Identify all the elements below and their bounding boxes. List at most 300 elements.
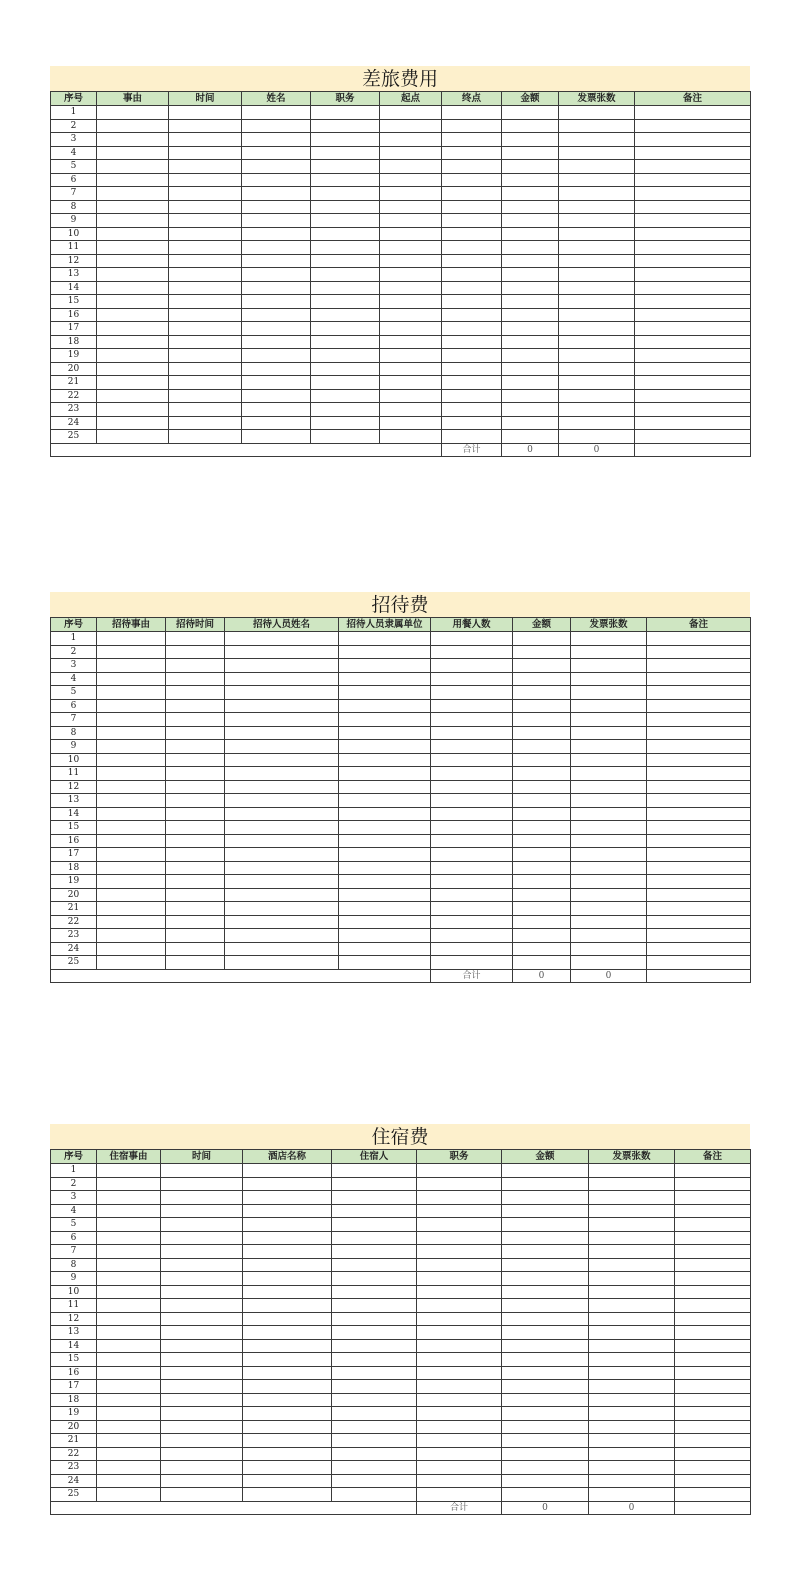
data-cell[interactable]: [166, 902, 225, 916]
data-cell[interactable]: [242, 308, 311, 322]
data-cell[interactable]: [675, 1231, 751, 1245]
data-cell[interactable]: [635, 119, 751, 133]
data-cell[interactable]: [635, 335, 751, 349]
data-cell[interactable]: [417, 1461, 502, 1475]
data-cell[interactable]: [97, 133, 169, 147]
data-cell[interactable]: [311, 146, 380, 160]
total-remark-cell[interactable]: [647, 969, 751, 983]
data-cell[interactable]: [161, 1380, 243, 1394]
data-cell[interactable]: [97, 848, 166, 862]
data-cell[interactable]: [166, 915, 225, 929]
data-cell[interactable]: [589, 1218, 675, 1232]
data-cell[interactable]: [161, 1272, 243, 1286]
data-cell[interactable]: [166, 645, 225, 659]
data-cell[interactable]: [417, 1285, 502, 1299]
data-cell[interactable]: [559, 200, 635, 214]
data-cell[interactable]: [571, 632, 647, 646]
data-cell[interactable]: [243, 1191, 332, 1205]
data-cell[interactable]: [161, 1191, 243, 1205]
data-cell[interactable]: [161, 1312, 243, 1326]
data-cell[interactable]: [571, 794, 647, 808]
data-cell[interactable]: [513, 929, 571, 943]
data-cell[interactable]: [431, 848, 513, 862]
data-cell[interactable]: [431, 875, 513, 889]
data-cell[interactable]: [97, 1434, 161, 1448]
data-cell[interactable]: [589, 1434, 675, 1448]
data-cell[interactable]: [169, 376, 242, 390]
data-cell[interactable]: [242, 349, 311, 363]
data-cell[interactable]: [225, 861, 339, 875]
data-cell[interactable]: [339, 780, 431, 794]
data-cell[interactable]: [97, 1191, 161, 1205]
data-cell[interactable]: [97, 322, 169, 336]
data-cell[interactable]: [502, 1326, 589, 1340]
data-cell[interactable]: [431, 645, 513, 659]
data-cell[interactable]: [647, 780, 751, 794]
data-cell[interactable]: [243, 1353, 332, 1367]
data-cell[interactable]: [513, 956, 571, 970]
total-blank-cell[interactable]: [51, 969, 431, 983]
data-cell[interactable]: [169, 146, 242, 160]
data-cell[interactable]: [97, 1326, 161, 1340]
data-cell[interactable]: [243, 1420, 332, 1434]
data-cell[interactable]: [242, 362, 311, 376]
data-cell[interactable]: [589, 1366, 675, 1380]
data-cell[interactable]: [417, 1326, 502, 1340]
data-cell[interactable]: [589, 1380, 675, 1394]
data-cell[interactable]: [380, 106, 442, 120]
data-cell[interactable]: [97, 1204, 161, 1218]
data-cell[interactable]: [97, 861, 166, 875]
data-cell[interactable]: [431, 740, 513, 754]
data-cell[interactable]: [242, 119, 311, 133]
data-cell[interactable]: [442, 308, 502, 322]
data-cell[interactable]: [559, 416, 635, 430]
data-cell[interactable]: [442, 403, 502, 417]
data-cell[interactable]: [161, 1177, 243, 1191]
data-cell[interactable]: [502, 1461, 589, 1475]
data-cell[interactable]: [513, 821, 571, 835]
data-cell[interactable]: [97, 430, 169, 444]
data-cell[interactable]: [647, 645, 751, 659]
data-cell[interactable]: [243, 1218, 332, 1232]
data-cell[interactable]: [169, 430, 242, 444]
data-cell[interactable]: [559, 254, 635, 268]
data-cell[interactable]: [242, 416, 311, 430]
data-cell[interactable]: [442, 335, 502, 349]
data-cell[interactable]: [166, 929, 225, 943]
data-cell[interactable]: [339, 699, 431, 713]
data-cell[interactable]: [502, 173, 559, 187]
data-cell[interactable]: [339, 807, 431, 821]
data-cell[interactable]: [243, 1407, 332, 1421]
data-cell[interactable]: [311, 322, 380, 336]
data-cell[interactable]: [169, 106, 242, 120]
data-cell[interactable]: [431, 888, 513, 902]
data-cell[interactable]: [169, 416, 242, 430]
data-cell[interactable]: [225, 726, 339, 740]
data-cell[interactable]: [513, 713, 571, 727]
data-cell[interactable]: [502, 362, 559, 376]
data-cell[interactable]: [243, 1488, 332, 1502]
data-cell[interactable]: [502, 1353, 589, 1367]
total-invoices[interactable]: 0: [571, 969, 647, 983]
data-cell[interactable]: [242, 200, 311, 214]
data-cell[interactable]: [502, 1285, 589, 1299]
data-cell[interactable]: [635, 133, 751, 147]
data-cell[interactable]: [380, 362, 442, 376]
data-cell[interactable]: [339, 821, 431, 835]
data-cell[interactable]: [166, 672, 225, 686]
data-cell[interactable]: [311, 376, 380, 390]
data-cell[interactable]: [225, 672, 339, 686]
data-cell[interactable]: [417, 1353, 502, 1367]
data-cell[interactable]: [242, 376, 311, 390]
data-cell[interactable]: [502, 1393, 589, 1407]
data-cell[interactable]: [225, 713, 339, 727]
data-cell[interactable]: [169, 187, 242, 201]
data-cell[interactable]: [97, 686, 166, 700]
data-cell[interactable]: [513, 807, 571, 821]
data-cell[interactable]: [559, 349, 635, 363]
data-cell[interactable]: [97, 295, 169, 309]
data-cell[interactable]: [675, 1380, 751, 1394]
data-cell[interactable]: [502, 1164, 589, 1178]
data-cell[interactable]: [417, 1380, 502, 1394]
data-cell[interactable]: [242, 389, 311, 403]
data-cell[interactable]: [97, 187, 169, 201]
data-cell[interactable]: [647, 902, 751, 916]
data-cell[interactable]: [380, 146, 442, 160]
data-cell[interactable]: [169, 133, 242, 147]
data-cell[interactable]: [97, 1245, 161, 1259]
data-cell[interactable]: [589, 1272, 675, 1286]
data-cell[interactable]: [502, 1231, 589, 1245]
data-cell[interactable]: [97, 146, 169, 160]
data-cell[interactable]: [502, 1474, 589, 1488]
data-cell[interactable]: [589, 1245, 675, 1259]
data-cell[interactable]: [97, 834, 166, 848]
data-cell[interactable]: [417, 1434, 502, 1448]
data-cell[interactable]: [675, 1447, 751, 1461]
data-cell[interactable]: [225, 875, 339, 889]
data-cell[interactable]: [502, 1312, 589, 1326]
data-cell[interactable]: [675, 1474, 751, 1488]
data-cell[interactable]: [647, 821, 751, 835]
data-cell[interactable]: [169, 200, 242, 214]
data-cell[interactable]: [166, 834, 225, 848]
data-cell[interactable]: [559, 146, 635, 160]
data-cell[interactable]: [225, 740, 339, 754]
data-cell[interactable]: [635, 430, 751, 444]
data-cell[interactable]: [225, 848, 339, 862]
data-cell[interactable]: [502, 1488, 589, 1502]
data-cell[interactable]: [559, 214, 635, 228]
data-cell[interactable]: [339, 686, 431, 700]
data-cell[interactable]: [97, 1407, 161, 1421]
data-cell[interactable]: [97, 200, 169, 214]
data-cell[interactable]: [417, 1164, 502, 1178]
data-cell[interactable]: [97, 1299, 161, 1313]
data-cell[interactable]: [97, 173, 169, 187]
data-cell[interactable]: [332, 1177, 417, 1191]
data-cell[interactable]: [589, 1474, 675, 1488]
data-cell[interactable]: [161, 1353, 243, 1367]
data-cell[interactable]: [225, 767, 339, 781]
data-cell[interactable]: [442, 160, 502, 174]
data-cell[interactable]: [675, 1204, 751, 1218]
data-cell[interactable]: [571, 834, 647, 848]
data-cell[interactable]: [242, 214, 311, 228]
data-cell[interactable]: [97, 1312, 161, 1326]
data-cell[interactable]: [442, 322, 502, 336]
data-cell[interactable]: [502, 308, 559, 322]
data-cell[interactable]: [502, 1339, 589, 1353]
data-cell[interactable]: [571, 861, 647, 875]
data-cell[interactable]: [502, 1218, 589, 1232]
data-cell[interactable]: [169, 308, 242, 322]
data-cell[interactable]: [225, 834, 339, 848]
data-cell[interactable]: [311, 308, 380, 322]
data-cell[interactable]: [169, 227, 242, 241]
data-cell[interactable]: [161, 1339, 243, 1353]
total-invoices[interactable]: 0: [559, 443, 635, 457]
data-cell[interactable]: [332, 1380, 417, 1394]
data-cell[interactable]: [332, 1164, 417, 1178]
data-cell[interactable]: [161, 1420, 243, 1434]
data-cell[interactable]: [243, 1245, 332, 1259]
data-cell[interactable]: [647, 875, 751, 889]
data-cell[interactable]: [431, 821, 513, 835]
data-cell[interactable]: [431, 780, 513, 794]
data-cell[interactable]: [97, 740, 166, 754]
data-cell[interactable]: [589, 1204, 675, 1218]
data-cell[interactable]: [339, 659, 431, 673]
data-cell[interactable]: [166, 699, 225, 713]
data-cell[interactable]: [431, 794, 513, 808]
data-cell[interactable]: [442, 430, 502, 444]
data-cell[interactable]: [380, 403, 442, 417]
data-cell[interactable]: [380, 200, 442, 214]
data-cell[interactable]: [513, 767, 571, 781]
data-cell[interactable]: [431, 915, 513, 929]
data-cell[interactable]: [161, 1218, 243, 1232]
data-cell[interactable]: [332, 1461, 417, 1475]
data-cell[interactable]: [571, 686, 647, 700]
data-cell[interactable]: [442, 268, 502, 282]
data-cell[interactable]: [380, 281, 442, 295]
data-cell[interactable]: [442, 227, 502, 241]
data-cell[interactable]: [332, 1191, 417, 1205]
data-cell[interactable]: [559, 227, 635, 241]
data-cell[interactable]: [647, 888, 751, 902]
data-cell[interactable]: [380, 268, 442, 282]
data-cell[interactable]: [225, 956, 339, 970]
data-cell[interactable]: [647, 659, 751, 673]
data-cell[interactable]: [225, 915, 339, 929]
data-cell[interactable]: [311, 335, 380, 349]
data-cell[interactable]: [242, 187, 311, 201]
data-cell[interactable]: [442, 187, 502, 201]
data-cell[interactable]: [442, 281, 502, 295]
data-cell[interactable]: [675, 1299, 751, 1313]
data-cell[interactable]: [97, 1366, 161, 1380]
total-remark-cell[interactable]: [635, 443, 751, 457]
data-cell[interactable]: [589, 1353, 675, 1367]
data-cell[interactable]: [339, 632, 431, 646]
data-cell[interactable]: [311, 254, 380, 268]
data-cell[interactable]: [332, 1488, 417, 1502]
data-cell[interactable]: [675, 1326, 751, 1340]
data-cell[interactable]: [225, 821, 339, 835]
data-cell[interactable]: [571, 915, 647, 929]
data-cell[interactable]: [380, 241, 442, 255]
data-cell[interactable]: [161, 1447, 243, 1461]
data-cell[interactable]: [97, 389, 169, 403]
data-cell[interactable]: [161, 1488, 243, 1502]
data-cell[interactable]: [243, 1177, 332, 1191]
data-cell[interactable]: [589, 1488, 675, 1502]
data-cell[interactable]: [431, 807, 513, 821]
data-cell[interactable]: [97, 956, 166, 970]
data-cell[interactable]: [311, 106, 380, 120]
data-cell[interactable]: [169, 281, 242, 295]
data-cell[interactable]: [571, 767, 647, 781]
data-cell[interactable]: [225, 902, 339, 916]
data-cell[interactable]: [675, 1245, 751, 1259]
data-cell[interactable]: [311, 349, 380, 363]
data-cell[interactable]: [339, 672, 431, 686]
data-cell[interactable]: [589, 1299, 675, 1313]
data-cell[interactable]: [559, 160, 635, 174]
data-cell[interactable]: [502, 160, 559, 174]
data-cell[interactable]: [380, 308, 442, 322]
data-cell[interactable]: [166, 726, 225, 740]
data-cell[interactable]: [502, 106, 559, 120]
data-cell[interactable]: [635, 362, 751, 376]
data-cell[interactable]: [559, 308, 635, 322]
data-cell[interactable]: [332, 1407, 417, 1421]
data-cell[interactable]: [225, 753, 339, 767]
data-cell[interactable]: [417, 1258, 502, 1272]
data-cell[interactable]: [97, 929, 166, 943]
data-cell[interactable]: [571, 888, 647, 902]
data-cell[interactable]: [225, 699, 339, 713]
data-cell[interactable]: [635, 416, 751, 430]
data-cell[interactable]: [571, 645, 647, 659]
data-cell[interactable]: [243, 1366, 332, 1380]
data-cell[interactable]: [589, 1393, 675, 1407]
data-cell[interactable]: [417, 1447, 502, 1461]
data-cell[interactable]: [502, 200, 559, 214]
data-cell[interactable]: [97, 888, 166, 902]
data-cell[interactable]: [559, 322, 635, 336]
data-cell[interactable]: [161, 1366, 243, 1380]
data-cell[interactable]: [647, 861, 751, 875]
data-cell[interactable]: [242, 173, 311, 187]
data-cell[interactable]: [242, 430, 311, 444]
data-cell[interactable]: [242, 268, 311, 282]
data-cell[interactable]: [442, 241, 502, 255]
data-cell[interactable]: [97, 403, 169, 417]
data-cell[interactable]: [502, 403, 559, 417]
data-cell[interactable]: [339, 834, 431, 848]
data-cell[interactable]: [502, 295, 559, 309]
data-cell[interactable]: [675, 1461, 751, 1475]
data-cell[interactable]: [242, 106, 311, 120]
data-cell[interactable]: [311, 389, 380, 403]
data-cell[interactable]: [161, 1245, 243, 1259]
data-cell[interactable]: [635, 214, 751, 228]
data-cell[interactable]: [311, 281, 380, 295]
data-cell[interactable]: [559, 173, 635, 187]
data-cell[interactable]: [339, 767, 431, 781]
data-cell[interactable]: [161, 1474, 243, 1488]
data-cell[interactable]: [431, 659, 513, 673]
data-cell[interactable]: [513, 942, 571, 956]
data-cell[interactable]: [339, 848, 431, 862]
total-blank-cell[interactable]: [51, 1501, 417, 1515]
data-cell[interactable]: [589, 1231, 675, 1245]
data-cell[interactable]: [417, 1272, 502, 1286]
data-cell[interactable]: [513, 659, 571, 673]
data-cell[interactable]: [339, 875, 431, 889]
data-cell[interactable]: [502, 187, 559, 201]
data-cell[interactable]: [380, 160, 442, 174]
data-cell[interactable]: [635, 187, 751, 201]
data-cell[interactable]: [513, 848, 571, 862]
total-remark-cell[interactable]: [675, 1501, 751, 1515]
data-cell[interactable]: [311, 241, 380, 255]
data-cell[interactable]: [97, 254, 169, 268]
data-cell[interactable]: [675, 1218, 751, 1232]
data-cell[interactable]: [635, 403, 751, 417]
data-cell[interactable]: [225, 929, 339, 943]
data-cell[interactable]: [417, 1366, 502, 1380]
data-cell[interactable]: [225, 659, 339, 673]
data-cell[interactable]: [559, 106, 635, 120]
data-cell[interactable]: [675, 1420, 751, 1434]
data-cell[interactable]: [502, 254, 559, 268]
data-cell[interactable]: [166, 942, 225, 956]
data-cell[interactable]: [647, 848, 751, 862]
data-cell[interactable]: [161, 1326, 243, 1340]
data-cell[interactable]: [571, 726, 647, 740]
total-amount[interactable]: 0: [502, 443, 559, 457]
data-cell[interactable]: [502, 281, 559, 295]
data-cell[interactable]: [502, 1299, 589, 1313]
data-cell[interactable]: [166, 780, 225, 794]
data-cell[interactable]: [589, 1177, 675, 1191]
data-cell[interactable]: [442, 133, 502, 147]
data-cell[interactable]: [97, 227, 169, 241]
data-cell[interactable]: [647, 915, 751, 929]
data-cell[interactable]: [442, 119, 502, 133]
data-cell[interactable]: [97, 672, 166, 686]
data-cell[interactable]: [243, 1326, 332, 1340]
data-cell[interactable]: [242, 160, 311, 174]
data-cell[interactable]: [169, 254, 242, 268]
data-cell[interactable]: [97, 821, 166, 835]
data-cell[interactable]: [442, 146, 502, 160]
data-cell[interactable]: [242, 281, 311, 295]
data-cell[interactable]: [559, 241, 635, 255]
data-cell[interactable]: [431, 726, 513, 740]
data-cell[interactable]: [675, 1164, 751, 1178]
data-cell[interactable]: [97, 659, 166, 673]
data-cell[interactable]: [502, 1204, 589, 1218]
data-cell[interactable]: [243, 1393, 332, 1407]
